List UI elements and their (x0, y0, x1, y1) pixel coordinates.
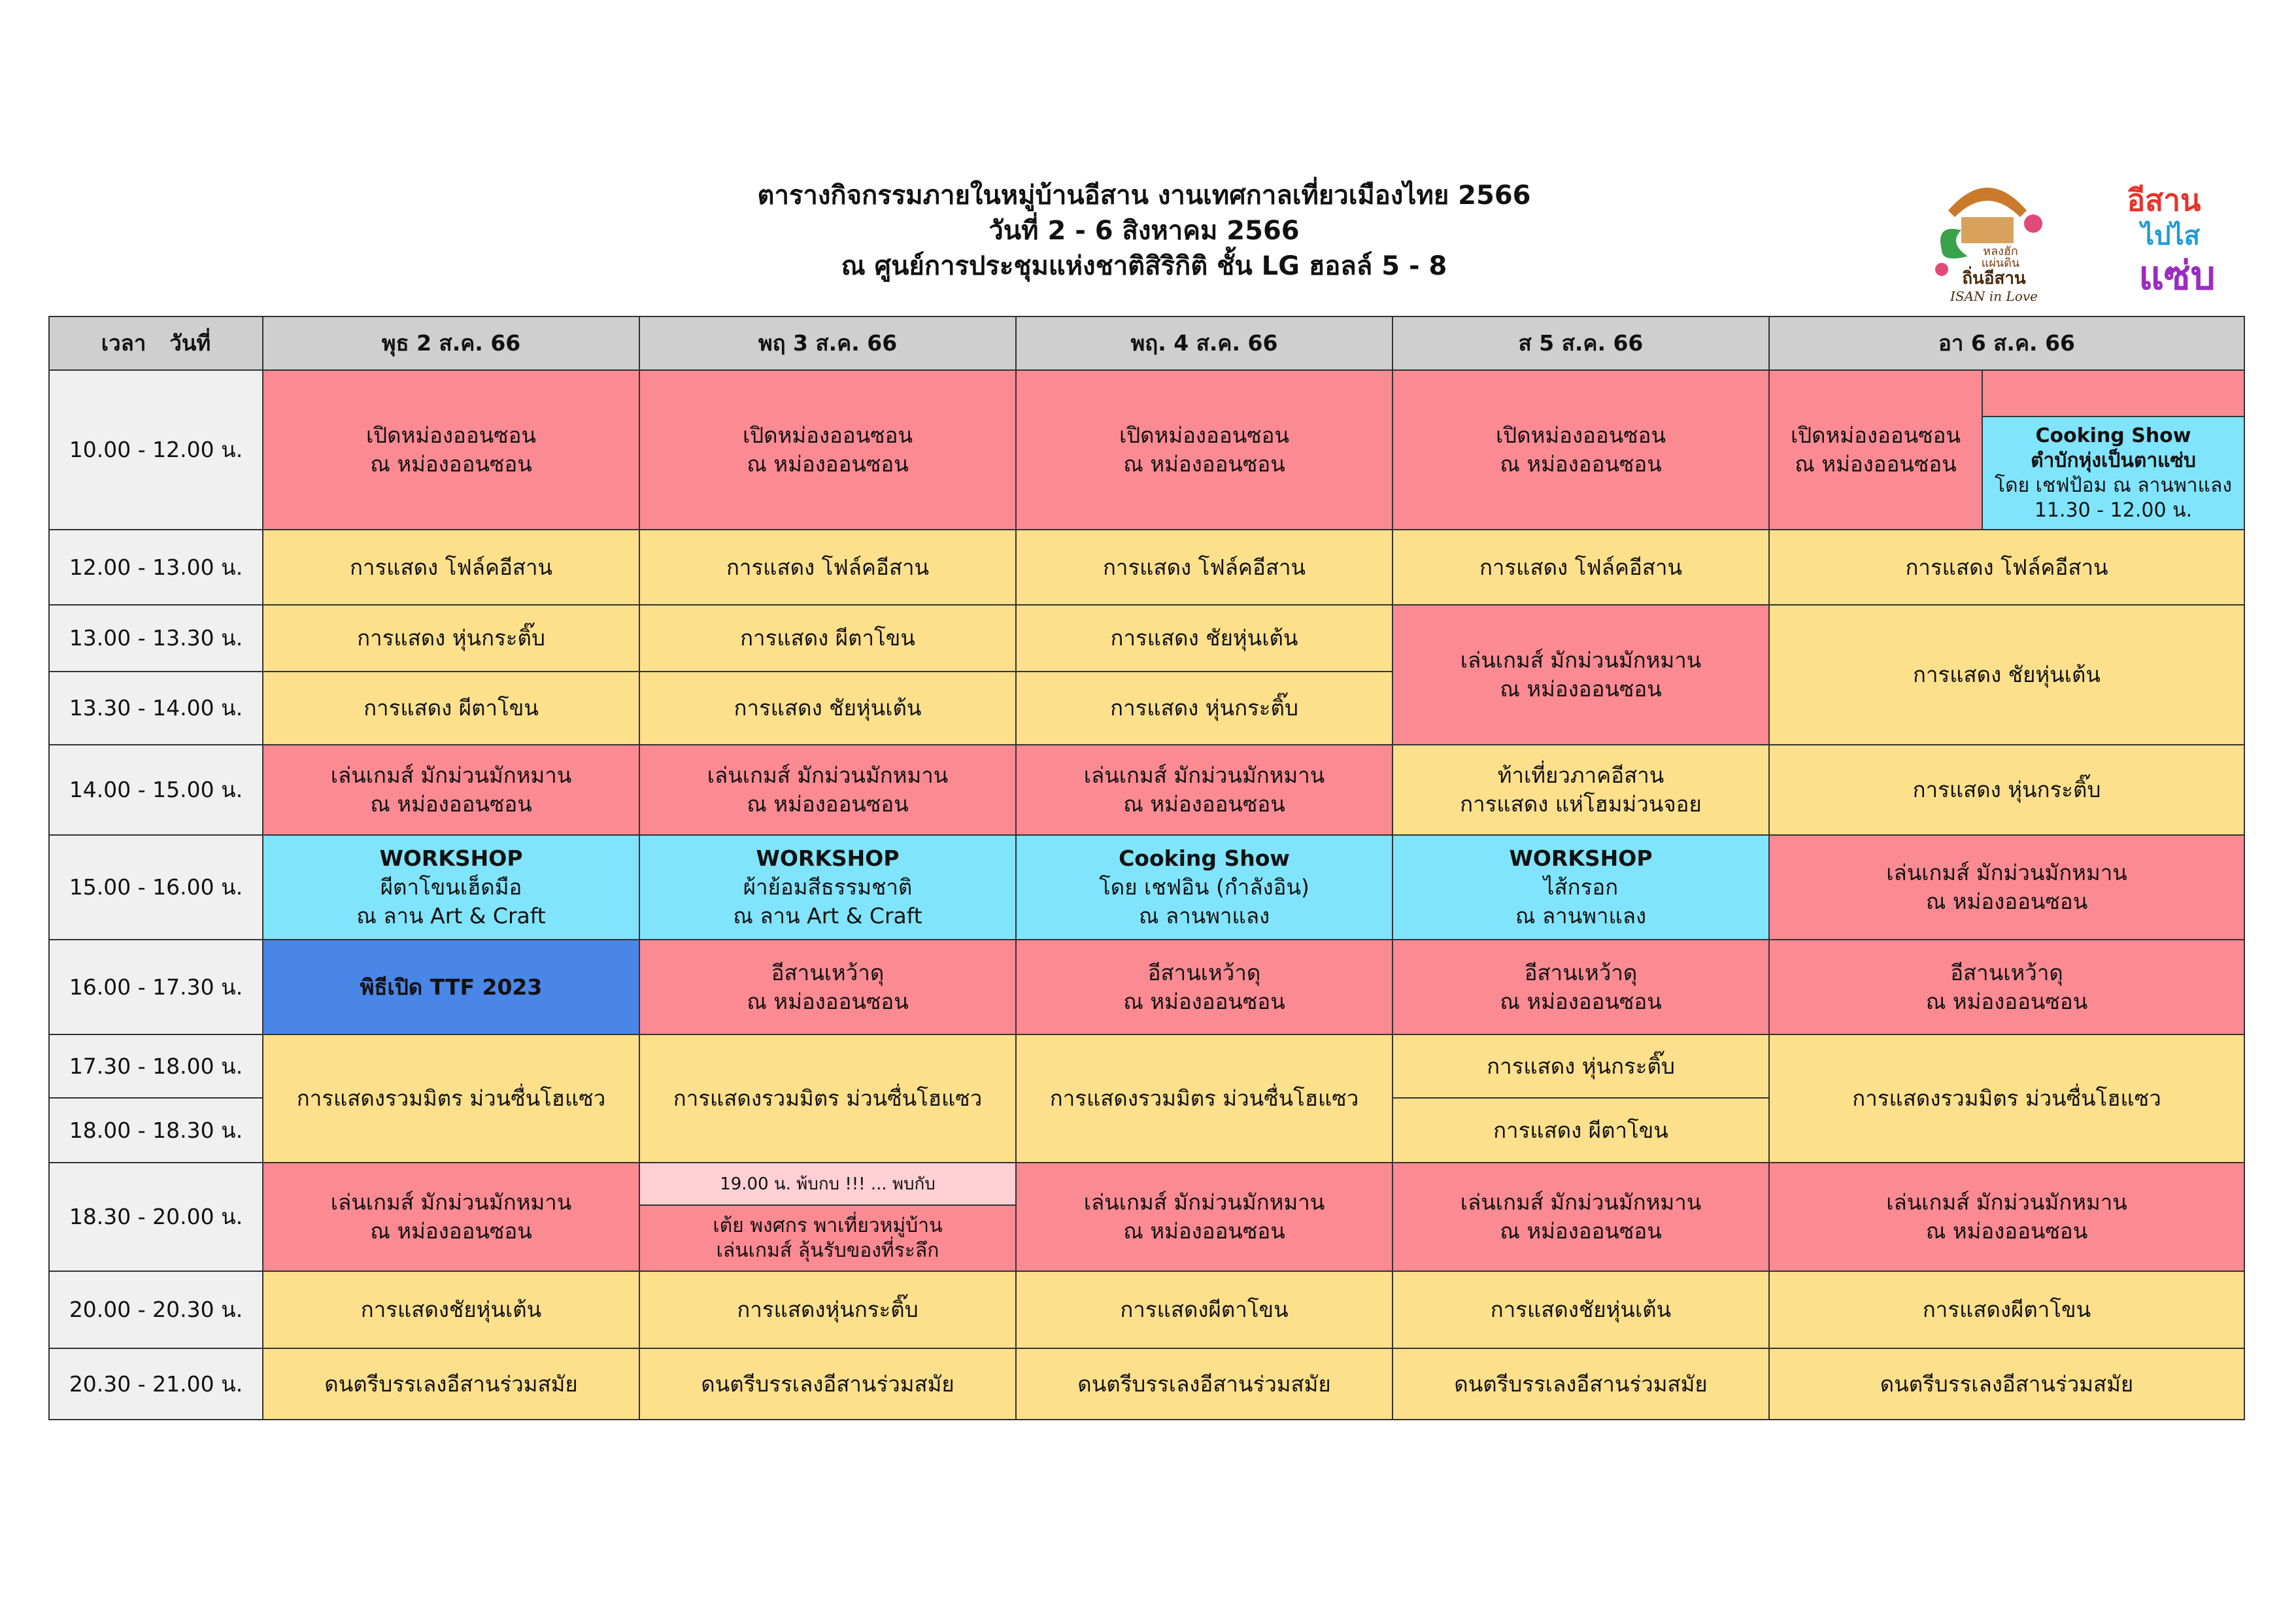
event-line: ณ หม่องออนซอน (1500, 988, 1662, 1014)
event-line: ณ ลานพาแลง (1138, 903, 1270, 929)
time-cell: 15.00 - 16.00 น. (49, 835, 263, 940)
event-cell: การแสดงชัยหุ่นเต้น (1393, 1271, 1769, 1348)
time-cell: 17.30 - 18.00 น. (49, 1034, 263, 1098)
time-cell: 13.30 - 14.00 น. (49, 672, 263, 745)
event-line: อีสานเหว้าดุ (1524, 959, 1638, 985)
event-line: ณ หม่องออนซอน (747, 988, 909, 1014)
event-line: ณ หม่องออนซอน (1123, 988, 1285, 1014)
event-cell (1393, 1163, 1769, 1271)
event-cell (1016, 745, 1393, 835)
table-row (49, 745, 2244, 835)
event-line: อีสานเหว้าดุ (771, 959, 885, 985)
title-line-1: ตารางกิจกรรมภายในหมู่บ้านอีสาน งานเทศกาลเที่ยวเมืองไทย 2566 (757, 180, 1531, 211)
title-block (588, 178, 1700, 284)
event-cell: ดนตรีบรรเลงอีสานร่วมสมัย (263, 1348, 639, 1420)
schedule-table (48, 316, 2245, 1420)
event-cell (1393, 745, 1769, 835)
event-cell (263, 835, 639, 940)
event-line: โดย เชฟอิน (กำลังอิน) (1099, 874, 1309, 900)
event-line: เปิดหม่องออนซอน (1790, 422, 1961, 448)
event-cell (1769, 1163, 2244, 1271)
event-line: เต้ย พงศกร พาเที่ยวหมู่บ้าน (713, 1214, 943, 1237)
event-cell: การแสดง ผีตาโขน (1393, 1098, 1769, 1163)
time-cell: 16.00 - 17.30 น. (49, 940, 263, 1034)
title-line-3: ณ ศูนย์การประชุมแห่งชาติสิริกิติ ชั้น LG ฮอลล์ 5 - 8 (841, 251, 1447, 281)
time-cell: 18.00 - 18.30 น. (49, 1098, 263, 1163)
logo2-line1: อีสาน (2127, 182, 2201, 218)
event-cell (1016, 835, 1393, 940)
event-cell (639, 370, 1016, 530)
table-row (49, 1163, 2244, 1205)
event-line: ณ ลานพาแลง (1515, 903, 1647, 929)
table-row (49, 835, 2244, 940)
event-line: เล่นเกมส์ มักม่วนมักหมาน (1460, 1189, 1702, 1215)
event-line: WORKSHOP (756, 845, 900, 871)
event-line: เล่นเกมส์ มักม่วนมักหมาน (1083, 1189, 1325, 1215)
header-day-1: พุธ 2 ส.ค. 66 (263, 316, 639, 370)
event-cell: ดนตรีบรรเลงอีสานร่วมสมัย (1769, 1348, 2244, 1420)
event-line: ณ หม่องออนซอน (1123, 1218, 1285, 1244)
event-cell: การแสดง โฟล์คอีสาน (639, 530, 1016, 605)
event-line: เล่นเกมส์ มักม่วนมักหมาน (330, 762, 572, 788)
event-cell: ดนตรีบรรเลงอีสานร่วมสมัย (1393, 1348, 1769, 1420)
table-row (49, 1348, 2244, 1420)
event-line: ณ หม่องออนซอน (747, 451, 909, 477)
event-cell: การแสดง โฟล์คอีสาน (1016, 530, 1393, 605)
event-line: Cooking Show (1119, 845, 1290, 871)
event-line: เล่นเกมส์ มักม่วนมักหมาน (1083, 762, 1325, 788)
header-day-3: พฤ. 4 ส.ค. 66 (1016, 316, 1393, 370)
event-cell: การแสดง ชัยหุ่นเต้น (1016, 605, 1393, 672)
event-cell (1016, 1163, 1393, 1271)
event-cell (1393, 370, 1769, 530)
event-line: เล่นเกมส์ มักม่วนมักหมาน (1886, 860, 2127, 885)
event-line: ณ ลาน Art & Craft (356, 903, 546, 929)
event-line: เปิดหม่องออนซอน (742, 422, 913, 448)
event-cell: การแสดงรวมมิตร ม่วนซื่นโฮแซว (1769, 1034, 2244, 1163)
header-time-label: เวลา (101, 330, 146, 356)
logo1-line4: ISAN in Love (1950, 288, 2038, 304)
event-line: เปิดหม่องออนซอน (365, 422, 537, 448)
event-cell: การแสดงผีตาโขน (1016, 1271, 1393, 1348)
event-cell: 19.00 น. พ้บกบ !!! ... พบกับ (639, 1163, 1016, 1205)
event-cell: การแสดงชัยหุ่นเต้น (263, 1271, 639, 1348)
event-line: เปิดหม่องออนซอน (1119, 422, 1290, 448)
time-cell: 12.00 - 13.00 น. (49, 530, 263, 605)
event-cell: การแสดง หุ่นกระติ๊บ (1393, 1034, 1769, 1098)
event-cell: การแสดง โฟล์คอีสาน (263, 530, 639, 605)
event-cell: การแสดง โฟล์คอีสาน (1393, 530, 1769, 605)
event-line: ณ หม่องออนซอน (1500, 1218, 1662, 1244)
event-cell: การแสดงผีตาโขน (1769, 1271, 2244, 1348)
event-cell: พิธีเปิด TTF 2023 (263, 940, 639, 1034)
logo1-line2: แผ่นดิน (1981, 256, 2020, 270)
event-line: ณ หม่องออนซอน (747, 791, 909, 817)
header-row (49, 316, 2244, 370)
event-cell: การแสดง ผีตาโขน (639, 605, 1016, 672)
event-line: อีสานเหว้าดุ (1950, 959, 2063, 985)
event-line: ณ หม่องออนซอน (1925, 988, 2088, 1014)
event-line: เล่นเกมส์ มักม่วนมักหมาน (330, 1189, 572, 1215)
event-line: ผีตาโขนเฮ็ดมือ (380, 874, 522, 900)
time-cell: 20.00 - 20.30 น. (49, 1271, 263, 1348)
event-cell (263, 745, 639, 835)
table-row (49, 605, 2244, 672)
event-cell (1393, 605, 1769, 745)
event-cell (1769, 370, 1982, 530)
event-line: เล่นเกมส์ มักม่วนมักหมาน (1886, 1189, 2127, 1215)
event-line: ไส้กรอก (1543, 874, 1619, 900)
table-row (49, 1271, 2244, 1348)
header-day-5: อา 6 ส.ค. 66 (1769, 316, 2244, 370)
title-line-2: วันที่ 2 - 6 สิงหาคม 2566 (988, 216, 1300, 246)
event-line: ณ หม่องออนซอน (1500, 451, 1662, 477)
event-line: เล่นเกมส์ มักม่วนมักหมาน (1460, 647, 1702, 673)
event-cell: การแสดง ผีตาโขน (263, 672, 639, 745)
event-cell (1982, 417, 2244, 530)
table-row (49, 370, 2244, 417)
event-cell (263, 1163, 639, 1271)
event-line: ผ้าย้อมสีธรรมชาติ (743, 874, 913, 900)
event-line: ณ ลาน Art & Craft (733, 903, 922, 929)
isan-pai-sai-saeb-logo (2127, 182, 2216, 299)
event-cell (1393, 835, 1769, 940)
table-row (49, 940, 2244, 1034)
event-line: 11.30 - 12.00 น. (2034, 498, 2193, 522)
event-line: โดย เชฟป้อม ณ ลานพาแลง (1994, 473, 2233, 497)
event-line: ณ หม่องออนซอน (1500, 676, 1662, 702)
event-cell: การแสดง โฟล์คอีสาน (1769, 530, 2244, 605)
event-line: เปิดหม่องออนซอน (1495, 422, 1666, 448)
event-line: Cooking Show (2035, 424, 2191, 447)
event-line: ณ หม่องออนซอน (370, 1218, 532, 1244)
logo2-line3: แซ่บ (2138, 253, 2216, 299)
time-cell: 10.00 - 12.00 น. (49, 370, 263, 530)
event-cell (1769, 940, 2244, 1034)
event-cell: การแสดง หุ่นกระติ๊บ (263, 605, 639, 672)
header-date-label: วันที่ (169, 330, 211, 356)
event-line: ท้าเที่ยวภาคอีสาน (1497, 762, 1664, 788)
isan-in-love-logo (1935, 188, 2042, 304)
event-cell: การแสดงรวมมิตร ม่วนซื่นโฮแซว (1016, 1034, 1393, 1163)
event-cell (1769, 835, 2244, 940)
event-cell (1393, 940, 1769, 1034)
table-row (49, 530, 2244, 605)
event-cell (263, 370, 639, 530)
event-line: ณ หม่องออนซอน (1925, 1218, 2088, 1244)
event-cell: การแสดงรวมมิตร ม่วนซื่นโฮแซว (263, 1034, 639, 1163)
event-cell: การแสดง ชัยหุ่นเต้น (639, 672, 1016, 745)
logo1-line3: ถิ่นอีสาน (1962, 269, 2026, 288)
time-cell: 18.30 - 20.00 น. (49, 1163, 263, 1271)
event-cell (639, 835, 1016, 940)
event-cell (639, 745, 1016, 835)
event-cell: การแสดงรวมมิตร ม่วนซื่นโฮแซว (639, 1034, 1016, 1163)
event-cell: การแสดง ชัยหุ่นเต้น (1769, 605, 2244, 745)
event-cell (1016, 940, 1393, 1034)
event-cell: การแสดง หุ่นกระติ๊บ (1016, 672, 1393, 745)
event-line: ตำบักหุ่งเป็นตาแซ่บ (2031, 449, 2196, 472)
event-cell (639, 1205, 1016, 1271)
event-cell (1016, 370, 1393, 530)
time-cell: 13.00 - 13.30 น. (49, 605, 263, 672)
event-line: ณ หม่องออนซอน (1123, 791, 1285, 817)
event-cell: การแสดงหุ่นกระติ๊บ (639, 1271, 1016, 1348)
event-line: เล่นเกมส์ มักม่วนมักหมาน (707, 762, 949, 788)
header-day-4: ส 5 ส.ค. 66 (1393, 316, 1769, 370)
event-line: WORKSHOP (379, 845, 523, 871)
logo2-line2: ไปไส (2140, 221, 2201, 251)
table-row (49, 1034, 2244, 1098)
event-cell: ดนตรีบรรเลงอีสานร่วมสมัย (1016, 1348, 1393, 1420)
time-cell: 14.00 - 15.00 น. (49, 745, 263, 835)
event-line: ณ หม่องออนซอน (1123, 451, 1285, 477)
event-line: ณ หม่องออนซอน (1795, 451, 1957, 477)
event-line: อีสานเหว้าดุ (1147, 959, 1261, 985)
header-time-date (49, 316, 263, 370)
event-cell: การแสดง หุ่นกระติ๊บ (1769, 745, 2244, 835)
event-cell: ดนตรีบรรเลงอีสานร่วมสมัย (639, 1348, 1016, 1420)
event-line: การแสดง แห่โฮมม่วนจอย (1460, 791, 1702, 817)
event-cell (639, 940, 1016, 1034)
logo1-line1: หลงฮัก (1983, 245, 2018, 258)
logos (1922, 171, 2249, 309)
event-line: ณ หม่องออนซอน (1925, 889, 2088, 914)
event-line: ณ หม่องออนซอน (370, 791, 532, 817)
header-day-2: พฤ 3 ส.ค. 66 (639, 316, 1016, 370)
empty-cell (1982, 370, 2244, 417)
time-cell: 20.30 - 21.00 น. (49, 1348, 263, 1420)
event-line: ณ หม่องออนซอน (370, 451, 532, 477)
event-line: WORKSHOP (1509, 845, 1653, 871)
event-line: เล่นเกมส์ ลุ้นรับของที่ระลึก (716, 1238, 939, 1262)
